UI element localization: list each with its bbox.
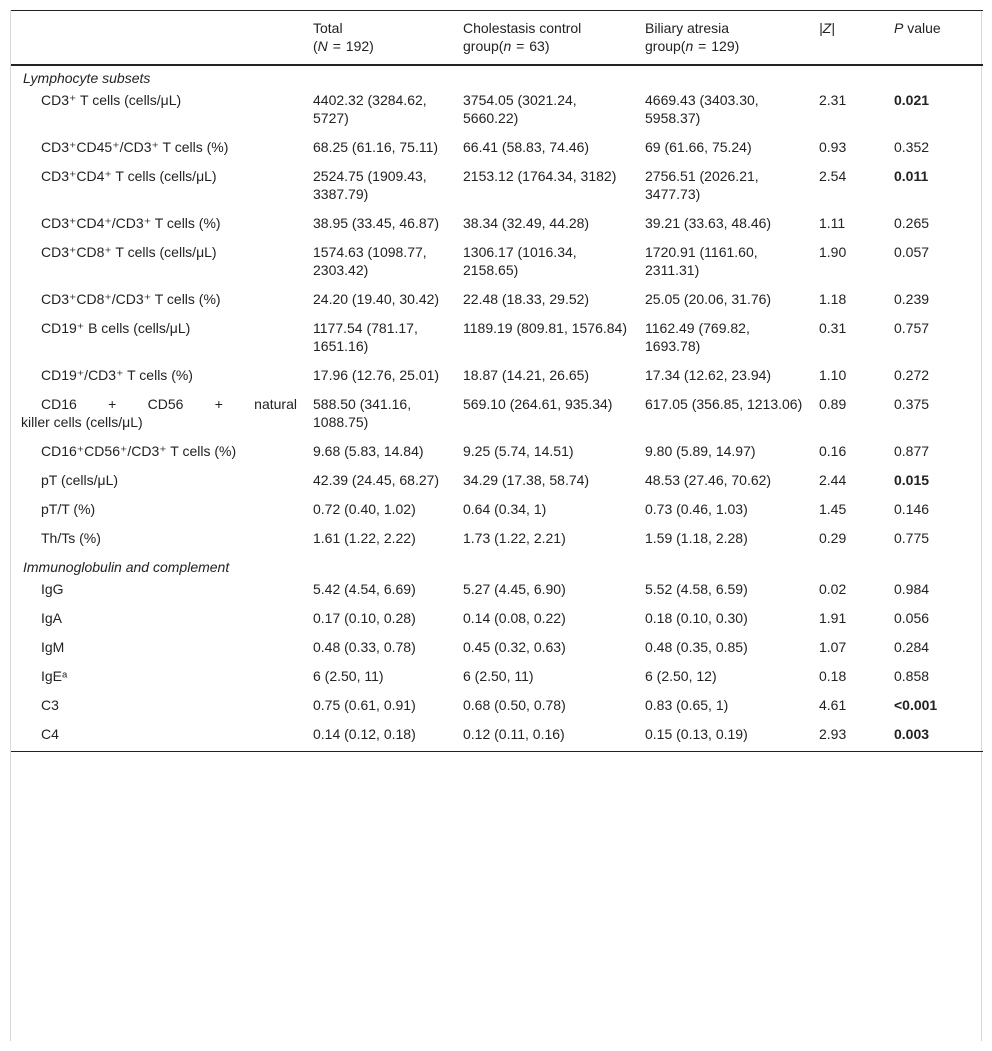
table-row [11,635,983,664]
cell-atresia: 1720.91 (1161.60, 2311.31) [645,244,758,278]
cell-control: 66.41 (58.83, 74.46) [463,139,590,155]
cell-control: 1189.19 (809.81, 1576.84) [463,320,627,336]
cell-z: 0.16 [819,443,847,459]
cell-p-value: 0.984 [894,581,930,597]
row-label: C4 [11,722,305,752]
cell-z: 0.31 [819,320,847,336]
header-atresia-group: Biliary atresia group(n = 129) [637,11,811,66]
cell-total: 0.48 (0.33, 0.78) [313,639,416,655]
row-label: IgA [41,610,63,626]
cell-total: 17.96 (12.76, 25.01) [313,367,440,383]
row-label: CD16 + CD56 + natural killer cells (cells/μL) [21,396,297,430]
table-row [11,240,983,287]
cell-atresia: 69 (61.66, 75.24) [645,139,752,155]
table-row [11,211,983,240]
table-row [11,392,983,439]
cell-atresia: 4669.43 (3403.30, 5958.37) [645,92,759,126]
row-label: CD19⁺/CD3⁺ T cells (%) [41,367,193,383]
cell-z: 1.91 [819,610,847,626]
cell-atresia: 5.52 (4.58, 6.59) [645,581,748,597]
table-row [11,468,983,497]
cell-z: 0.02 [819,581,847,597]
cell-control: 2153.12 (1764.34, 3182) [463,168,617,184]
cell-total: 1177.54 (781.17, 1651.16) [313,320,418,354]
cell-p-value: 0.015 [894,472,930,488]
cell-total: 0.14 (0.12, 0.18) [305,722,455,752]
cell-total: 9.68 (5.83, 14.84) [313,443,424,459]
cell-control: 18.87 (14.21, 26.65) [463,367,590,383]
cell-total: 68.25 (61.16, 75.11) [313,139,439,155]
cell-control: 5.27 (4.45, 6.90) [463,581,566,597]
cell-total: 2524.75 (1909.43, 3387.79) [313,168,427,202]
cell-control: 9.25 (5.74, 14.51) [463,443,574,459]
table-row [11,135,983,164]
row-label: pT (cells/μL) [41,472,119,488]
cell-p-value: 0.146 [894,501,930,517]
cell-z: 1.10 [819,367,847,383]
cell-z: 0.29 [819,530,847,546]
row-label: CD3⁺CD8⁺ T cells (cells/μL) [41,244,217,260]
row-label: CD19⁺ B cells (cells/μL) [41,320,191,336]
table-row [11,497,983,526]
row-label: IgEᵃ [41,668,68,684]
header-total: Total (N = 192) [305,11,455,66]
cell-z: 2.44 [819,472,847,488]
cell-atresia: 48.53 (27.46, 70.62) [645,472,772,488]
cell-z: 0.93 [819,139,847,155]
cell-atresia: 1162.49 (769.82, 1693.78) [645,320,750,354]
cell-atresia: 0.18 (0.10, 0.30) [645,610,748,626]
cell-atresia: 2756.51 (2026.21, 3477.73) [645,168,759,202]
cell-total: 588.50 (341.16, 1088.75) [313,396,412,430]
row-label: IgM [41,639,65,655]
header-z: |Z| [811,11,886,66]
row-label: Th/Ts (%) [41,530,101,546]
table-row [11,88,983,135]
cell-z: 2.54 [819,168,847,184]
cell-atresia: 25.05 (20.06, 31.76) [645,291,772,307]
cell-p-value: 0.775 [894,530,930,546]
cell-z: 1.18 [819,291,847,307]
cell-control: 0.64 (0.34, 1) [463,501,547,517]
cell-z: 2.93 [811,722,886,752]
table-row [11,606,983,635]
results-table-container [10,10,982,1041]
cell-total: 38.95 (33.45, 46.87) [313,215,440,231]
cell-control: 6 (2.50, 11) [463,668,534,684]
cell-total: 0.75 (0.61, 0.91) [313,697,416,713]
cell-atresia: 39.21 (33.63, 48.46) [645,215,772,231]
cell-p-value: 0.272 [894,367,930,383]
cell-p-value: 0.375 [894,396,930,412]
cell-z: 0.18 [819,668,847,684]
cell-control: 34.29 (17.38, 58.74) [463,472,590,488]
cell-z: 1.45 [819,501,847,517]
cell-atresia: 0.15 (0.13, 0.19) [637,722,811,752]
results-table [11,10,983,752]
table-row [11,287,983,316]
cell-p-value: 0.003 [886,722,983,752]
cell-total: 1.61 (1.22, 2.22) [313,530,416,546]
cell-atresia: 0.48 (0.35, 0.85) [645,639,748,655]
header-p-value: P value [886,11,983,66]
cell-atresia: 617.05 (356.85, 1213.06) [645,396,803,412]
cell-control: 569.10 (264.61, 935.34) [463,396,613,412]
cell-total: 0.72 (0.40, 1.02) [313,501,416,517]
cell-atresia: 6 (2.50, 12) [645,668,717,684]
row-label: IgG [41,581,64,597]
row-label: CD3⁺CD4⁺/CD3⁺ T cells (%) [41,215,221,231]
table-row [11,577,983,606]
cell-atresia: 0.73 (0.46, 1.03) [645,501,748,517]
cell-z: 2.31 [819,92,847,108]
row-label: pT/T (%) [41,501,96,517]
cell-z: 1.11 [819,215,846,231]
table-row [11,164,983,211]
row-label: CD16⁺CD56⁺/CD3⁺ T cells (%) [41,443,237,459]
table-header [11,11,983,66]
cell-p-value: 0.858 [894,668,930,684]
cell-p-value: 0.265 [894,215,930,231]
section-header-row [11,555,983,577]
cell-control: 22.48 (18.33, 29.52) [463,291,590,307]
cell-p-value: 0.877 [894,443,930,459]
cell-atresia: 17.34 (12.62, 23.94) [645,367,772,383]
cell-p-value: 0.284 [894,639,930,655]
row-label: C3 [41,697,59,713]
cell-control: 0.68 (0.50, 0.78) [463,697,566,713]
table-row [11,664,983,693]
cell-p-value: 0.239 [894,291,930,307]
cell-control: 0.14 (0.08, 0.22) [463,610,566,626]
table-row [11,439,983,468]
cell-p-value: 0.021 [894,92,930,108]
cell-total: 5.42 (4.54, 6.69) [313,581,416,597]
header-label-col [11,11,305,66]
table-row [11,316,983,363]
row-label: CD3⁺CD4⁺ T cells (cells/μL) [41,168,217,184]
cell-control: 38.34 (32.49, 44.28) [463,215,590,231]
section-title: Immunoglobulin and complement [23,559,230,575]
cell-total: 24.20 (19.40, 30.42) [313,291,440,307]
cell-p-value: 0.057 [894,244,930,260]
table-body [11,65,983,752]
cell-p-value: <0.001 [894,697,938,713]
cell-total: 1574.63 (1098.77, 2303.42) [313,244,427,278]
row-label: CD3⁺CD45⁺/CD3⁺ T cells (%) [41,139,229,155]
cell-p-value: 0.352 [894,139,930,155]
cell-z: 1.90 [819,244,847,260]
cell-p-value: 0.011 [894,168,929,184]
table-row [11,693,983,722]
cell-total: 42.39 (24.45, 68.27) [313,472,440,488]
cell-total: 6 (2.50, 11) [313,668,384,684]
cell-control: 1306.17 (1016.34, 2158.65) [463,244,577,278]
section-title: Lymphocyte subsets [23,70,151,86]
cell-total: 4402.32 (3284.62, 5727) [313,92,427,126]
row-label: CD3⁺CD8⁺/CD3⁺ T cells (%) [41,291,221,307]
table-row [11,722,983,752]
table-row [11,363,983,392]
cell-z: 0.89 [819,396,847,412]
header-control-group: Cholestasis control group(n = 63) [455,11,637,66]
row-label: CD3⁺ T cells (cells/μL) [41,92,182,108]
section-header-row [11,65,983,88]
cell-control: 1.73 (1.22, 2.21) [463,530,566,546]
cell-control: 0.12 (0.11, 0.16) [455,722,637,752]
cell-atresia: 1.59 (1.18, 2.28) [645,530,748,546]
cell-atresia: 0.83 (0.65, 1) [645,697,729,713]
cell-control: 0.45 (0.32, 0.63) [463,639,566,655]
cell-atresia: 9.80 (5.89, 14.97) [645,443,756,459]
cell-p-value: 0.056 [894,610,930,626]
cell-total: 0.17 (0.10, 0.28) [313,610,416,626]
table-row [11,526,983,555]
cell-control: 3754.05 (3021.24, 5660.22) [463,92,577,126]
cell-z: 4.61 [819,697,847,713]
cell-p-value: 0.757 [894,320,930,336]
cell-z: 1.07 [819,639,847,655]
